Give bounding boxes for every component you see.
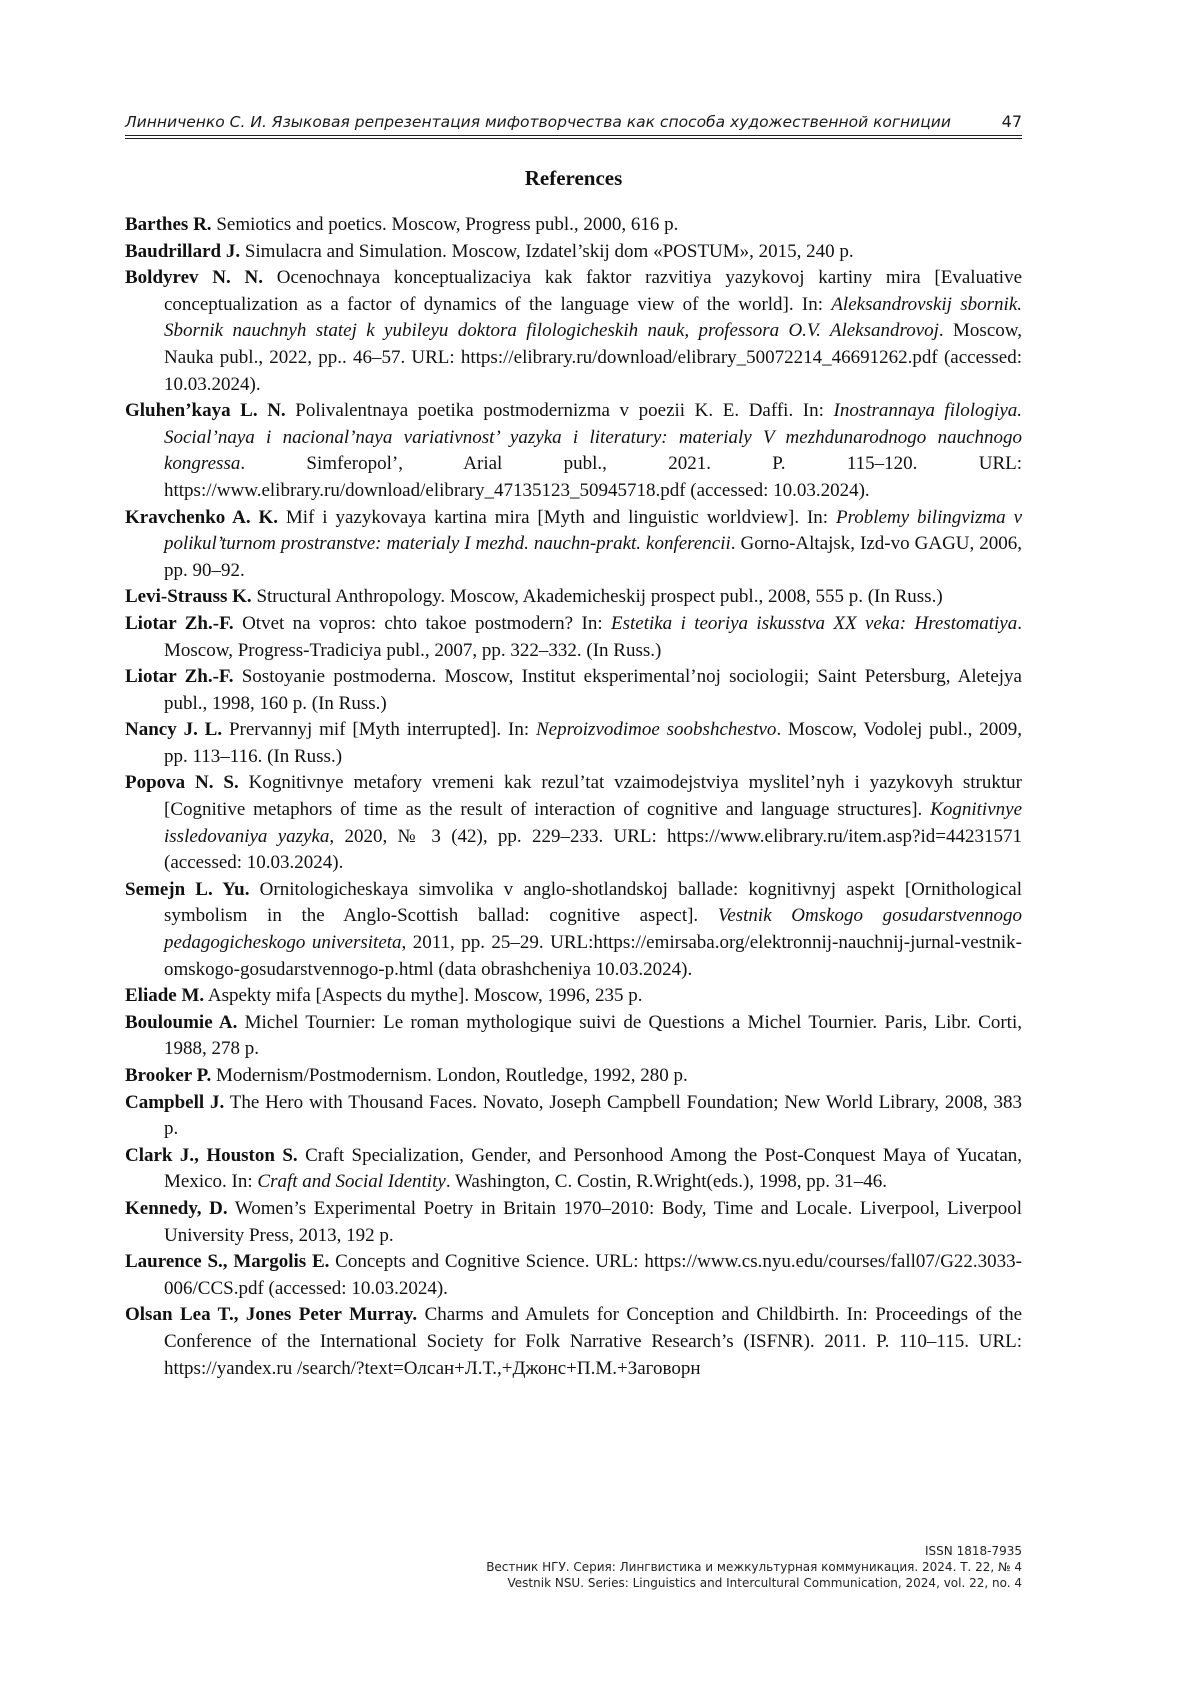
- reference-source: Estetika i teoriya iskusstva XX veka: Hrestomatiya: [610, 612, 1018, 634]
- reference-entry: [125, 398, 1022, 504]
- reference-entry: [125, 505, 1022, 585]
- reference-text-tail: . Gorno-Altajsk, Izd-vo GAGU, 2006, pp. 90–92.: [164, 533, 1023, 581]
- reference-entry: [125, 1010, 1022, 1063]
- reference-text-tail: . Simferopol’, Arial publ., 2021. P. 115–120. URL: https://www.elibrary.ru/download/elibrary_47135123_50945718.pdf (accessed: 10.03.2024).: [164, 453, 1022, 501]
- reference-text: Modernism/Postmodernism. London, Routledge, 1992, 280 p.: [211, 1065, 688, 1086]
- reference-text: Michel Tournier: Le roman mythologique suivi de Questions a Michel Tournier. Paris, Libr. Corti, 1988, 278 p.: [164, 1011, 1022, 1060]
- reference-source: Craft and Social Identity: [257, 1171, 446, 1193]
- reference-text: The Hero with Thousand Faces. Novato, Joseph Campbell Foundation; New World Library, 2008, 383 p.: [164, 1091, 1022, 1140]
- reference-authors: Bouloumie A.: [125, 1011, 238, 1033]
- reference-entry: [125, 1196, 1022, 1249]
- running-head: [125, 112, 1022, 131]
- reference-text: Polivalentnaya poetika postmodernizma v poezii K. E. Daffi. In:: [285, 400, 834, 422]
- section-title: References: [524, 166, 623, 190]
- footer-journal-ru: Вестник НГУ. Серия: Лингвистика и межкультурная коммуникация. 2024. Т. 22, № 4: [486, 1560, 1022, 1574]
- reference-text: Prervannyj mif [Myth interrupted]. In:: [222, 719, 536, 741]
- reference-entry: [125, 770, 1022, 876]
- reference-text: Aspekty mifa [Aspects du mythe]. Moscow, 1996, 235 p.: [204, 985, 643, 1007]
- reference-text-tail: . Washington, C. Costin, R.Wright(eds.), 1998, pp. 31–46.: [445, 1171, 888, 1193]
- reference-authors: Liotar Zh.-F.: [125, 612, 234, 634]
- reference-source: Kognitivnye issledovaniya yazyka: [164, 799, 1022, 847]
- reference-text: Structural Anthropology. Moscow, Akademicheskij prospect publ., 2008, 555 p. (In Russ.): [251, 586, 943, 608]
- reference-entry: [125, 983, 1022, 1010]
- reference-authors: Boldyrev N. N.: [125, 267, 264, 289]
- reference-text-tail: , 2011, pp. 25–29. URL:https://emirsaba.org/elektronnij-nauchnij-jurnal-vestnik-omskogo-gosudarstvennogo-p.html (data obrashcheniya 10.03.2024).: [164, 932, 1022, 980]
- reference-text: Ocenochnaya konceptualizaciya kak faktor razvitiya yazykovoj kartiny mira [Evaluative conceptualization as a factor of dynamics of the language view of the world]. In:: [164, 267, 1023, 315]
- reference-authors: Barthes R.: [125, 214, 212, 235]
- reference-entry: [125, 1249, 1022, 1302]
- reference-authors: Baudrillard J.: [125, 240, 241, 262]
- reference-entry: [125, 1063, 1022, 1090]
- reference-authors: Gluhen’kaya L. N.: [125, 400, 286, 422]
- reference-authors: Campbell J.: [125, 1091, 225, 1113]
- reference-entry: [125, 717, 1022, 770]
- reference-text: Mif i yazykovaya kartina mira [Myth and linguistic worldview]. In:: [278, 506, 836, 528]
- reference-source: Vestnik Omskogo gosudarstvennogo pedagogicheskogo universiteta: [164, 905, 1022, 954]
- reference-authors: Laurence S., Margolis E.: [125, 1251, 330, 1273]
- reference-text-tail: . Moscow, Vodolej publ., 2009, pp. 113–116. (In Russ.): [164, 719, 1022, 767]
- page-number: 47: [1001, 112, 1022, 131]
- reference-entry: [125, 584, 1022, 611]
- reference-entry: [125, 265, 1022, 398]
- reference-source: Inostrannaya filologiya. Social’naya i nacional’naya variativnost’ yazyka i literatury: materialy V mezhdunarodnogo nauchnogo kongressa: [164, 400, 1023, 475]
- reference-text: Semiotics and poetics. Moscow, Progress publ., 2000, 616 p.: [211, 214, 679, 235]
- reference-text-tail: . Moscow, Progress-Tradiciya publ., 2007, pp. 322–332. (In Russ.): [164, 612, 1022, 661]
- reference-authors: Kravchenko A. K.: [125, 506, 279, 528]
- reference-source: Problemy bilingvizma v polikul’turnom prostranstve: materialy I mezhd. nauchn-prakt. konferencii: [164, 506, 1023, 555]
- reference-authors: Nancy J. L.: [125, 719, 223, 741]
- reference-text: Women’s Experimental Poetry in Britain 1970–2010: Body, Time and Locale. Liverpool, Liverpool University Press, 2013, 192 p.: [164, 1197, 1022, 1246]
- reference-entry: [125, 611, 1022, 664]
- reference-text: Sostoyanie postmoderna. Moscow, Institut eksperimental’noj sociologii; Saint Petersburg, Aletejya publ., 1998, 160 p. (In Russ.): [164, 666, 1022, 714]
- reference-authors: Liotar Zh.-F.: [125, 666, 234, 688]
- reference-authors: Semejn L. Yu.: [125, 878, 250, 900]
- reference-source: Neproizvodimoe soobshchestvo: [535, 719, 777, 741]
- reference-authors: Clark J., Houston S.: [125, 1144, 298, 1166]
- reference-authors: Levi-Strauss K.: [125, 586, 252, 608]
- reference-authors: Eliade M.: [125, 985, 205, 1007]
- reference-text: Otvet na vopros: chto takoe postmodern? In:: [233, 612, 611, 634]
- reference-text: Charms and Amulets for Conception and Childbirth. In: Proceedings of the Conference of the International Society for Folk Narrative Research’s (ISFNR). 2011. P. 110–115. URL: https://yandex.ru /search/?text=Олсан+Л.Т.,+Джонс+П.М.+Заговорн: [164, 1304, 1022, 1379]
- reference-authors: Olsan Lea T., Jones Peter Murray.: [125, 1304, 418, 1326]
- reference-entry: [125, 1143, 1022, 1196]
- reference-text: Kognitivnye metafory vremeni kak rezul’tat vzaimodejstviya myslitel’nyh i yazykovyh struktur [Cognitive metaphors of time as the result of interaction of cognitive and language structures].: [164, 772, 1022, 821]
- footer-issn: ISSN 1818-7935: [925, 1544, 1022, 1558]
- reference-text: Ornitologicheskaya simvolika v anglo-shotlandskoj ballade: kognitivnyj aspekt [Ornithological symbolism in the Anglo-Scottish ballad: cognitive aspect].: [164, 878, 1022, 927]
- reference-text: Simulacra and Simulation. Moscow, Izdatel’skij dom «POSTUM», 2015, 240 p.: [240, 240, 854, 262]
- reference-authors: Kennedy, D.: [125, 1197, 228, 1219]
- reference-entry: [125, 239, 1022, 266]
- reference-entry: [125, 664, 1022, 717]
- reference-entry: [125, 877, 1022, 983]
- header-rule: [125, 135, 1022, 139]
- reference-entry: [125, 212, 1022, 239]
- references-list: [125, 212, 1022, 1382]
- journal-footer: [125, 1543, 1022, 1591]
- reference-text: Concepts and Cognitive Science. URL: https://www.cs.nyu.edu/courses/fall07/G22.3033-006/CCS.pdf (accessed: 10.03.2024).: [164, 1251, 1022, 1299]
- reference-text-tail: . Moscow, Nauka publ., 2022, pp.. 46–57. URL: https://elibrary.ru/download/elibrary_50072214_46691262.pdf (accessed: 10.03.2024).: [164, 320, 1022, 395]
- reference-source: Aleksandrovskij sbornik. Sbornik nauchnyh statej k yubileyu doktora filologicheskih nauk, professora O.V. Aleksandrovoj: [164, 293, 1023, 342]
- reference-text-tail: , 2020, № 3 (42), pp. 229–233. URL: https://www.elibrary.ru/item.asp?id=44231571 (accessed: 10.03.2024).: [164, 825, 1022, 874]
- footer-journal-en: Vestnik NSU. Series: Linguistics and Intercultural Communication, 2024, vol. 22, no. 4: [507, 1576, 1022, 1590]
- running-head-text: Линниченко С. И. Языковая репрезентация мифотворчества как способа художественной когниции: [125, 113, 951, 131]
- reference-authors: Popova N. S.: [125, 772, 239, 794]
- reference-authors: Brooker P.: [125, 1065, 212, 1086]
- reference-entry: [125, 1090, 1022, 1143]
- reference-text: Craft Specialization, Gender, and Personhood Among the Post-Conquest Maya of Yucatan, Mexico. In:: [164, 1144, 1023, 1193]
- reference-entry: [125, 1302, 1022, 1382]
